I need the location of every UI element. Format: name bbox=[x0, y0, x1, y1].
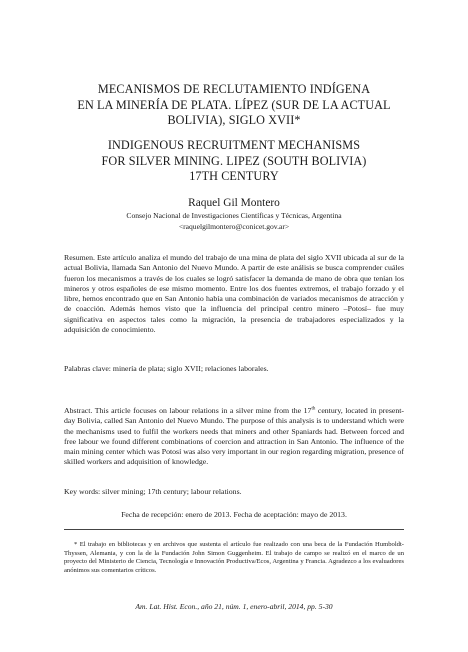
title-spanish bbox=[64, 82, 404, 129]
title-english bbox=[64, 138, 404, 185]
title-es-line-2: EN LA MINERÍA DE PLATA. LÍPEZ (SUR DE LA ACTUAL bbox=[77, 97, 391, 112]
journal-citation: Am. Lat. Hist. Econ., año 21, núm. 1, enero-abril, 2014, pp. 5-30 bbox=[135, 602, 333, 611]
title-es-line-1: MECANISMOS DE RECLUTAMIENTO INDÍGENA bbox=[97, 82, 371, 96]
key-words: Key words: silver mining; 17th century; labour relations. bbox=[64, 487, 242, 496]
abstract-paragraph bbox=[64, 406, 404, 468]
author-email[interactable]: <raquelgilmontero@conicet.gov.ar> bbox=[178, 222, 290, 231]
title-en-line-3: 17TH CENTURY bbox=[189, 169, 279, 183]
footnote bbox=[64, 541, 404, 575]
abstract-text-part-1: Abstract. This article focuses on labour relations in a silver mine from the 17 bbox=[64, 406, 312, 415]
palabras-clave: Palabras clave: minería de plata; siglo XVII; relaciones laborales. bbox=[64, 364, 269, 373]
footnote-text: El trabajo en bibliotecas y en archivos que sustenta el artículo fue realizado con una beca de la Fundación Humboldt-Thyssen, Alemania, y con la de la Fundación John Simon Guggenheim. El trabajo de campo se realizó en el marco de un proyecto del Ministerio de Ciencia, Tecnología e Innovación Productiva/Ecos, Argentina y Francia. Agradezco a los evaluadores anónimos sus comentarios críticos. bbox=[64, 541, 404, 574]
author-name: Raquel Gil Montero bbox=[188, 197, 280, 209]
resumen-paragraph: Resumen. Este artículo analiza el mundo del trabajo de una mina de plata del siglo XVII ubicada al sur de la actual Bolivia, llamada San Antonio del Nuevo Mundo. A partir de este análisis se busca comprender cuáles fueron los mecanismos a través de los cuales se logró satisfacer la demanda de mano de obra que tenían los mineros y otros españoles de ese mismo momento. Entre los dos fuentes extremos, el trabajo forzado y el libre, hemos encontrado que en San Antonio había una combinación de variados mecanismos de atracción y de coacción. Además hemos visto que la influencia del principal centro minero –Potosí– fue muy significativa en aspectos tales como la migración, la presencia de trabajadores especializados y la adquisición de conocimiento. bbox=[64, 253, 404, 335]
title-es-line-3: BOLIVIA), SIGLO XVII* bbox=[167, 113, 301, 127]
reception-dates: Fecha de recepción: enero de 2013. Fecha de aceptación: mayo de 2013. bbox=[121, 510, 347, 519]
title-en-line-2: FOR SILVER MINING. LIPEZ (SOUTH BOLIVIA) bbox=[101, 153, 367, 168]
abstract-superscript: th bbox=[311, 406, 316, 412]
abstract-text-part-2: century, located in present-day Bolivia, called San Antonio del Nuevo Mundo. The purpose of this analysis is to understand which were the mechanisms used to fulfil the workers needs that miners and other Spaniards had. Between forced and free labour we found different combinations of coercion and attraction in San Antonio. The influence of the main mining center which was Potosí was also very important in our region regarding migration, presence of skilled workers and adquisition of knowledge. bbox=[64, 406, 404, 467]
footnote-divider bbox=[64, 529, 404, 530]
author-affiliation: Consejo Nacional de Investigaciones Científicas y Técnicas, Argentina bbox=[126, 211, 342, 220]
title-en-line-1: INDIGENOUS RECRUITMENT MECHANISMS bbox=[107, 138, 361, 152]
footnote-mark: * bbox=[74, 541, 78, 548]
